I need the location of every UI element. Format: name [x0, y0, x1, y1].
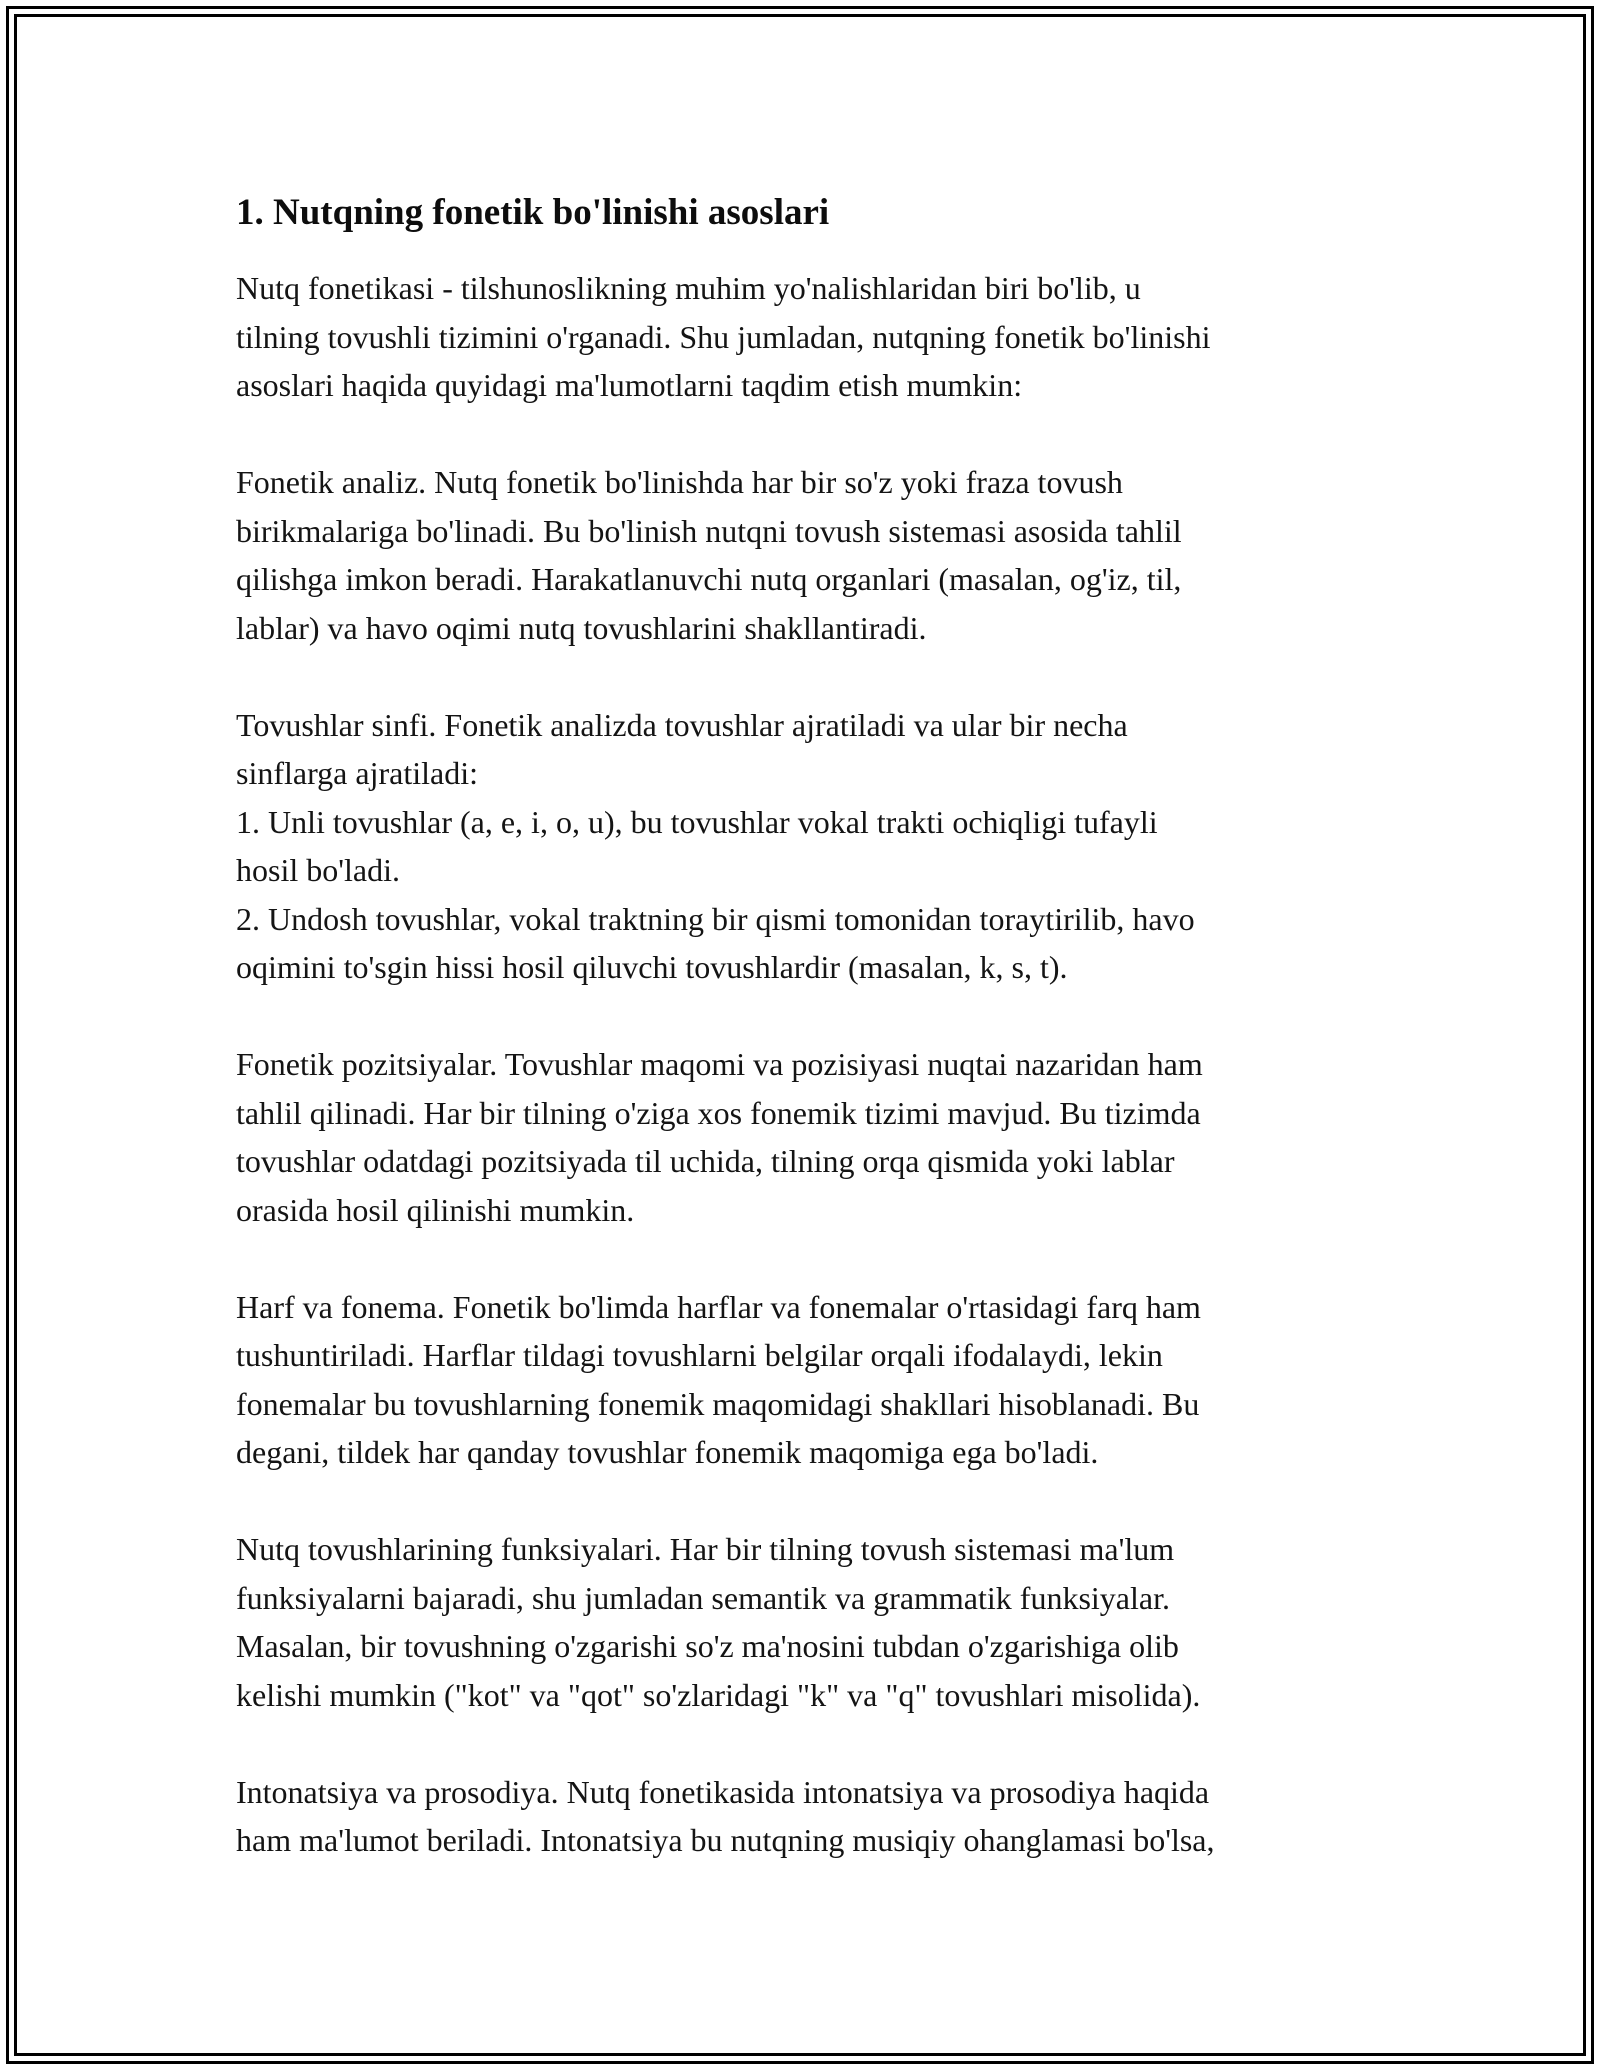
paragraph-line: fonemalar bu tovushlarning fonemik maqomidagi shakllari hisoblanadi. Bu [236, 1385, 1200, 1422]
paragraph-line: qilishga imkon beradi. Harakatlanuvchi nutq organlari (masalan, og'iz, til, [236, 561, 1182, 597]
paragraph-line: degani, tildek har qanday tovushlar fonemik maqomiga ega bo'ladi. [236, 1434, 1099, 1470]
paragraph-line: Intonatsiya va prosodiya. Nutq fonetikasida intonatsiya va prosodiya haqida [236, 1773, 1210, 1810]
paragraph-line: tovushlar odatdagi pozitsiyada til uchida, tilning orqa qismida yoki lablar [236, 1143, 1175, 1179]
paragraph [236, 1768, 1376, 1865]
paragraph-line: hosil bo'ladi. [236, 852, 400, 888]
paragraph-line: orasida hosil qilinishi mumkin. [236, 1191, 635, 1228]
paragraph-line: sinflarga ajratiladi: [236, 755, 478, 791]
paragraph-line: oqimini to'sgin hissi hosil qiluvchi tovushlardir (masalan, k, s, t). [236, 949, 1068, 985]
paragraph-line: Masalan, bir tovushning o'zgarishi so'z ma'nosini tubdan o'zgarishiga olib [236, 1628, 1179, 1664]
paragraph-line: 2. Undosh tovushlar, vokal traktning bir qismi tomonidan toraytirilib, havo [236, 900, 1195, 937]
paragraph-line: Nutq fonetikasi - tilshunoslikning muhim yo'nalishlaridan biri bo'lib, u [236, 270, 1141, 306]
paragraph [236, 1283, 1376, 1477]
paragraph [236, 701, 1376, 992]
paragraph-line: lablar) va havo oqimi nutq tovushlarini shakllantiradi. [236, 609, 927, 646]
paragraph-line: Nutq tovushlarining funksiyalari. Har bir tilning tovush sistemasi ma'lum [236, 1531, 1175, 1567]
paragraph-line: tilning tovushli tizimini o'rganadi. Shu jumladan, nutqning fonetik bo'linishi [236, 318, 1211, 355]
paragraph-line: Fonetik analiz. Nutq fonetik bo'linishda har bir so'z yoki fraza tovush [236, 464, 1123, 500]
paragraph-line: Harf va fonema. Fonetik bo'limda harflar va fonemalar o'rtasidagi farq ham [236, 1288, 1201, 1325]
section-heading: 1. Nutqning fonetik bo'linishi asoslari [236, 192, 830, 233]
paragraph [236, 1040, 1376, 1234]
document-body [236, 184, 1376, 1913]
paragraph [236, 1525, 1376, 1719]
paragraph [236, 458, 1376, 652]
paragraph-line: tushuntiriladi. Harflar tildagi tovushlarni belgilar orqali ifodalaydi, lekin [236, 1337, 1163, 1373]
paragraph-line: asoslari haqida quyidagi ma'lumotlarni taqdim etish mumkin: [236, 367, 1023, 403]
paragraph-line: Fonetik pozitsiyalar. Tovushlar maqomi va pozisiyasi nuqtai nazaridan ham [236, 1046, 1203, 1082]
paragraph-line: Tovushlar sinfi. Fonetik analizda tovushlar ajratiladi va ular bir necha [236, 706, 1128, 743]
paragraph-line: kelishi mumkin ("kot" va "qot" so'zlaridagi "k" va "q" tovushlari misolida). [236, 1676, 1201, 1713]
paragraph-list [236, 264, 1376, 1865]
paragraph-line: ham ma'lumot beriladi. Intonatsiya bu nutqning musiqiy ohanglamasi bo'lsa, [236, 1822, 1215, 1858]
paragraph-line: 1. Unli tovushlar (a, e, i, o, u), bu tovushlar vokal trakti ochiqligi tufayli [236, 803, 1158, 840]
paragraph-line: tahlil qilinadi. Har bir tilning o'ziga xos fonemik tizimi mavjud. Bu tizimda [236, 1094, 1201, 1131]
paragraph [236, 264, 1376, 410]
paragraph-line: birikmalariga bo'linadi. Bu bo'linish nutqni tovush sistemasi asosida tahlil [236, 512, 1182, 549]
paragraph-line: funksiyalarni bajaradi, shu jumladan semantik va grammatik funksiyalar. [236, 1579, 1170, 1616]
